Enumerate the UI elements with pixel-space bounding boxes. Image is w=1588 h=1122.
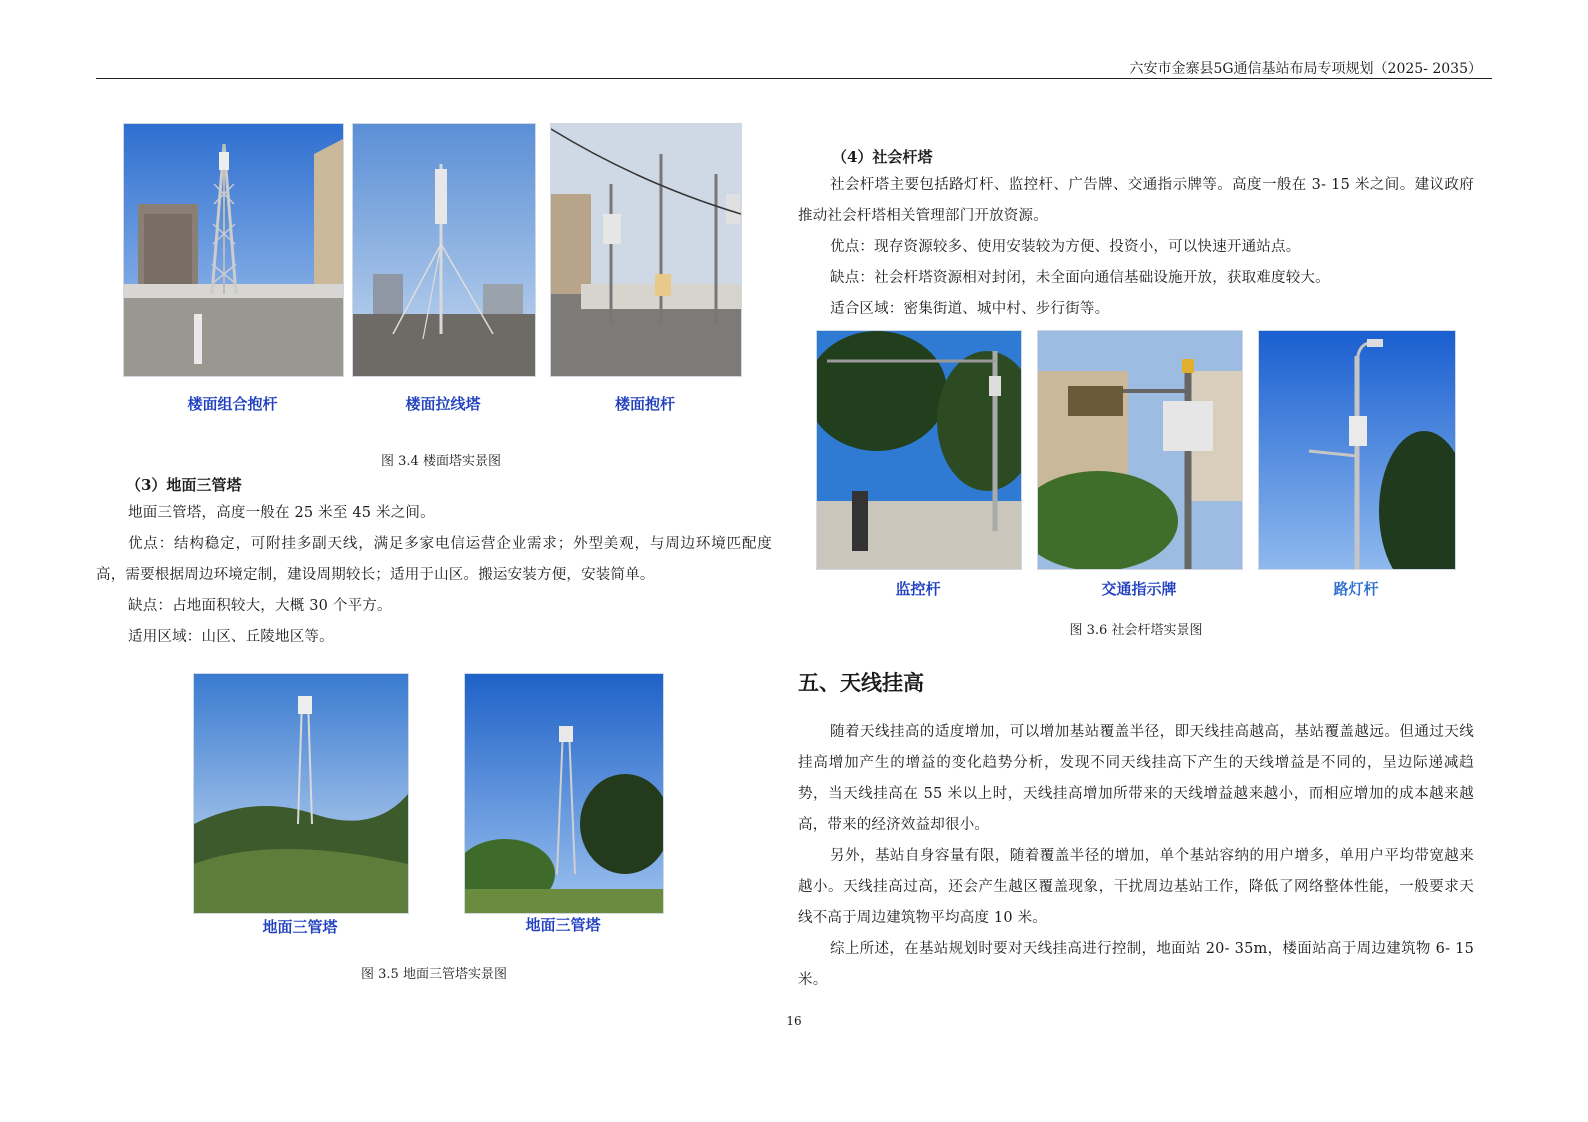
page-header bbox=[96, 56, 1492, 79]
photo-rooftop-guyed-tower bbox=[352, 123, 536, 377]
paragraph: 地面三管塔，高度一般在 25 米至 45 米之间。 bbox=[128, 505, 435, 521]
photo-rooftop-pole bbox=[550, 123, 742, 377]
figure-caption: 图 3.6 社会杆塔实景图 bbox=[1069, 623, 1203, 638]
paragraph: 优点：结构稳定，可附挂多副天线，满足多家电信运营企业需求；外型美观，与周边环境匹配度高，需要根据周边环境定制，建设周期较长；适用于山区。搬运安装方便，安装简单。 bbox=[96, 536, 772, 583]
page-number: 16 bbox=[786, 1014, 802, 1028]
photo-ground-tube-tower-1 bbox=[193, 673, 409, 914]
photo-label: 楼面组合抱杆 bbox=[187, 396, 278, 413]
photo-label: 楼面抱杆 bbox=[614, 396, 675, 413]
section-heading: （3）地面三管塔 bbox=[126, 476, 242, 494]
photo-ground-tube-tower-2 bbox=[464, 673, 664, 914]
photo-street-lamp bbox=[1258, 330, 1456, 570]
paragraph: 适用区域：山区、丘陵地区等。 bbox=[128, 629, 334, 645]
section-heading: （4）社会杆塔 bbox=[832, 148, 933, 166]
paragraph: 综上所述，在基站规划时要对天线挂高进行控制，地面站 20- 35m，楼面站高于周边建筑物 6- 15 米。 bbox=[798, 941, 1474, 988]
paragraph: 优点：现存资源较多、使用安装较为方便、投资小，可以快速开通站点。 bbox=[830, 239, 1301, 255]
paragraph: 缺点：占地面积较大，大概 30 个平方。 bbox=[128, 598, 392, 614]
paragraph: 随着天线挂高的适度增加，可以增加基站覆盖半径，即天线挂高越高，基站覆盖越远。但通过天线挂高增加产生的增益的变化趋势分析，发现不同天线挂高下产生的天线增益是不同的，呈边际递减趋势，当天线挂高在 55 米以上时，天线挂高增加所带来的天线增益越来越小，而相应增加的成本越来越高，带来的经济效益却很小。 bbox=[798, 724, 1474, 833]
photo-label: 地面三管塔 bbox=[525, 917, 601, 934]
chapter-heading: 五、天线挂高 bbox=[798, 671, 924, 695]
figure-caption: 图 3.4 楼面塔实景图 bbox=[381, 454, 501, 469]
paragraph: 社会杆塔主要包括路灯杆、监控杆、广告牌、交通指示牌等。高度一般在 3- 15 米之间。建议政府推动社会杆塔相关管理部门开放资源。 bbox=[798, 177, 1474, 224]
photo-label: 监控杆 bbox=[895, 581, 941, 598]
paragraph: 另外，基站自身容量有限，随着覆盖半径的增加，单个基站容纳的用户增多，单用户平均带宽越来越小。天线挂高过高，还会产生越区覆盖现象，干扰周边基站工作，降低了网络整体性能，一般要求天线不高于周边建筑物平均高度 10 米。 bbox=[798, 848, 1474, 926]
photo-label: 路灯杆 bbox=[1333, 581, 1379, 598]
photo-rooftop-combo-pole bbox=[123, 123, 344, 377]
photo-label: 楼面拉线塔 bbox=[405, 396, 481, 413]
photo-monitoring-pole bbox=[816, 330, 1022, 570]
paragraph: 缺点：社会杆塔资源相对封闭，未全面向通信基础设施开放，获取难度较大。 bbox=[830, 270, 1330, 286]
photo-label: 地面三管塔 bbox=[262, 919, 338, 936]
figure-caption: 图 3.5 地面三管塔实景图 bbox=[361, 967, 507, 982]
photo-traffic-sign bbox=[1037, 330, 1243, 570]
document-title: 六安市金寨县5G通信基站布局专项规划（2025- 2035） bbox=[1129, 61, 1482, 77]
photo-label: 交通指示牌 bbox=[1101, 581, 1177, 598]
paragraph: 适合区域：密集街道、城中村、步行街等。 bbox=[830, 301, 1110, 317]
